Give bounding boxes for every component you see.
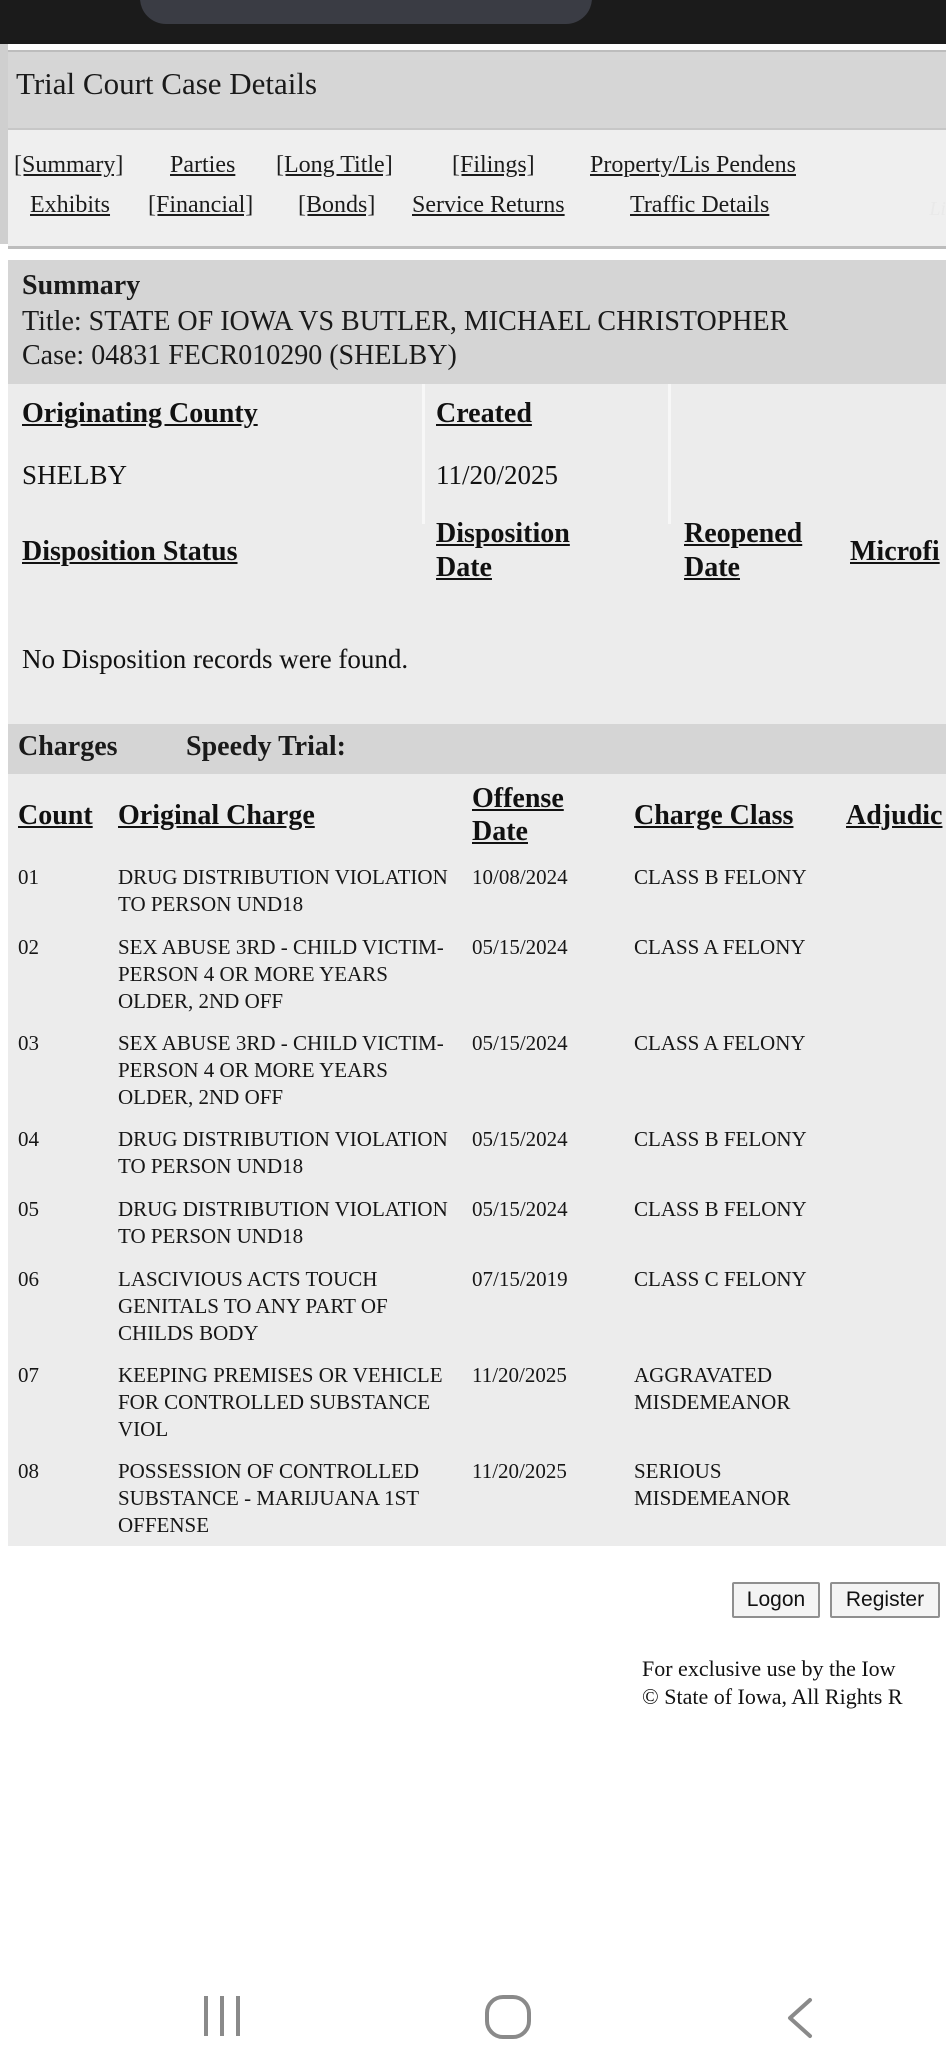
logon-button[interactable]: Logon [732,1582,820,1618]
status-bar [0,0,946,44]
col-adjudication: Adjudic [846,800,943,831]
row-charge: KEEPING PREMISES OR VEHICLE FOR CONTROLLED SUBSTANCE VIOL [118,1363,443,1441]
row-count: 03 [18,1031,39,1055]
row-count: 01 [18,865,39,889]
row-charge-class: CLASS A FELONY [634,1031,806,1055]
row-charge-class: CLASS B FELONY [634,865,807,889]
row-charge-class: CLASS B FELONY [634,1127,807,1151]
nav-summary[interactable]: [Summary] [14,152,124,178]
row-count: 08 [18,1459,39,1483]
col-count: Count [18,800,93,831]
nav-property-lis-pendens[interactable]: Property/Lis Pendens [590,152,796,178]
nav-filings[interactable]: [Filings] [452,152,535,178]
nav-long-title[interactable]: [Long Title] [276,152,393,178]
microfilm-label: Microfi [850,536,940,567]
footer-copyright: © State of Iowa, All Rights R [642,1684,903,1709]
created-label: Created [436,398,532,429]
row-charge: POSSESSION OF CONTROLLED SUBSTANCE - MARIJUANA 1ST OFFENSE [118,1459,420,1537]
case-title: Title: STATE OF IOWA VS BUTLER, MICHAEL CHRISTOPHER [22,306,789,337]
nav-service-returns[interactable]: Service Returns [412,192,565,218]
speedy-trial-label: Speedy Trial: [186,731,346,762]
case-nav [8,128,946,249]
row-offense-date: 05/15/2024 [472,1127,568,1151]
case-number: Case: 04831 FECR010290 (SHELBY) [22,340,457,371]
originating-county-label: Originating County [22,398,258,429]
page-title-bar [8,50,946,128]
row-count: 02 [18,935,39,959]
row-offense-date: 10/08/2024 [472,865,568,889]
footer-usage-notice: For exclusive use by the Iow [642,1656,896,1681]
col-charge-class: Charge Class [634,800,794,831]
row-count: 05 [18,1197,39,1221]
row-charge: DRUG DISTRIBUTION VIOLATION TO PERSON UND18 [118,1197,448,1248]
col-offense-date: Offense [472,783,564,814]
nav-overflow-link[interactable]: Li [929,198,946,220]
disposition-status-label: Disposition Status [22,536,238,567]
row-charge: DRUG DISTRIBUTION VIOLATION TO PERSON UND18 [118,865,448,916]
register-button[interactable]: Register [830,1582,940,1618]
row-count: 04 [18,1127,39,1151]
reopened-date-label: Reopened [684,518,803,549]
summary-heading: Summary [22,270,141,301]
originating-county-value: SHELBY [22,460,128,490]
row-charge-class: AGGRAVATED MISDEMEANOR [634,1363,791,1414]
nav-parties[interactable]: Parties [170,152,236,178]
camera-cutout [140,0,592,24]
row-charge: LASCIVIOUS ACTS TOUCH GENITALS TO ANY PART OF CHILDS BODY [118,1267,388,1345]
recents-icon[interactable] [200,1994,246,2043]
row-offense-date: 11/20/2025 [472,1363,567,1387]
reopened-date-label-2: Date [684,552,740,583]
no-disposition-message: No Disposition records were found. [22,644,409,674]
summary-header [8,260,946,384]
charges-header [8,724,946,774]
row-count: 06 [18,1267,39,1291]
row-offense-date: 05/15/2024 [472,935,568,959]
row-charge-class: CLASS A FELONY [634,935,806,959]
nav-bonds[interactable]: [Bonds] [298,192,376,218]
nav-traffic-details[interactable]: Traffic Details [630,192,770,218]
disposition-date-label-2: Date [436,552,492,583]
summary-cell-divider [422,384,425,524]
col-offense-date-2: Date [472,816,528,847]
nav-exhibits[interactable]: Exhibits [30,192,111,218]
row-offense-date: 05/15/2024 [472,1197,568,1221]
created-value: 11/20/2025 [436,460,559,490]
col-original-charge: Original Charge [118,800,315,831]
home-icon[interactable] [484,1994,532,2045]
back-icon[interactable] [782,1996,816,2045]
row-count: 07 [18,1363,39,1387]
row-offense-date: 11/20/2025 [472,1459,567,1483]
row-offense-date: 07/15/2019 [472,1267,568,1291]
left-edge-strip [0,44,8,244]
row-offense-date: 05/15/2024 [472,1031,568,1055]
nav-financial[interactable]: [Financial] [148,192,254,218]
row-charge-class: CLASS C FELONY [634,1267,807,1291]
charges-heading: Charges [18,731,118,762]
disposition-date-label: Disposition [436,518,570,549]
row-charge-class: SERIOUS MISDEMEANOR [634,1459,791,1510]
row-charge: SEX ABUSE 3RD - CHILD VICTIM-PERSON 4 OR MORE YEARS OLDER, 2ND OFF [118,935,444,1013]
row-charge-class: CLASS B FELONY [634,1197,807,1221]
row-charge: SEX ABUSE 3RD - CHILD VICTIM-PERSON 4 OR MORE YEARS OLDER, 2ND OFF [118,1031,444,1109]
page-title: Trial Court Case Details [16,66,318,101]
row-charge: DRUG DISTRIBUTION VIOLATION TO PERSON UND18 [118,1127,448,1178]
summary-cell-divider [668,384,671,524]
